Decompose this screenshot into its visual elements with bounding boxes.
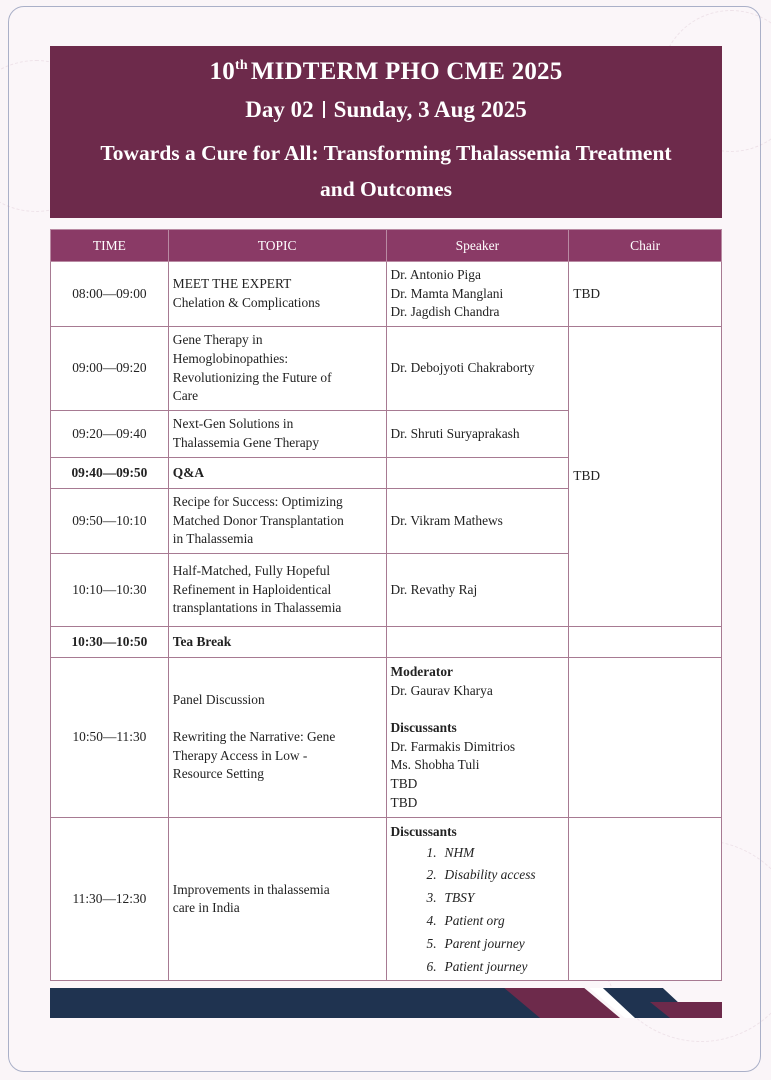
session-speaker — [386, 458, 569, 489]
session-speaker — [386, 411, 569, 458]
session-speaker — [386, 262, 569, 327]
topic-line: Next-Gen Solutions in — [172, 416, 294, 432]
session-topic — [168, 262, 386, 327]
session-chair — [569, 818, 722, 981]
discussants-label: Discussants — [390, 720, 457, 736]
title-ordinal: 10 — [209, 58, 235, 85]
table-row — [51, 658, 722, 818]
session-speaker — [386, 489, 569, 554]
session-speaker — [386, 554, 569, 627]
table-row — [51, 262, 722, 327]
session-topic — [168, 489, 386, 554]
day-line — [50, 97, 722, 123]
moderator-label: Moderator — [390, 664, 453, 679]
topic-line: Care — [172, 388, 199, 404]
session-time: 09:40—09:50 — [51, 458, 169, 489]
session-topic — [168, 818, 386, 981]
column-header-speaker: Speaker — [386, 230, 569, 262]
speaker-name: Dr. Vikram Mathews — [390, 512, 503, 528]
topic-line: Half-Matched, Fully Hopeful — [172, 563, 331, 579]
table-row — [51, 818, 722, 981]
topic-line: Recipe for Success: Optimizing — [172, 494, 343, 510]
table-row — [51, 627, 722, 658]
topic-line: Panel Discussion — [172, 692, 265, 708]
list-text: Disability access — [444, 867, 536, 883]
topic-line: Improvements in thalassemia — [172, 881, 330, 897]
session-speaker — [386, 627, 569, 658]
moderator-name: Dr. Gaurav Kharya — [390, 682, 493, 698]
list-item — [391, 842, 565, 865]
theme-line-1: Towards a Cure for All: Transforming Thalassemia Treatment — [100, 141, 672, 165]
title-ordinal-suffix: th — [234, 58, 248, 73]
discussant-name: Ms. Shobha Tuli — [390, 757, 480, 773]
session-time: 08:00—09:00 — [51, 262, 169, 327]
column-header-time: TIME — [51, 230, 169, 262]
session-topic — [168, 554, 386, 627]
schedule-table — [50, 229, 722, 981]
topic-line: transplantations in Thalassemia — [172, 600, 342, 616]
session-time: 10:50—11:30 — [51, 658, 169, 818]
speaker-name: Dr. Debojyoti Chakraborty — [390, 360, 535, 376]
list-number: 5. — [426, 935, 437, 951]
column-header-chair: Chair — [569, 230, 722, 262]
session-time: 11:30—12:30 — [51, 818, 169, 981]
topic-line: Revolutionizing the Future of — [172, 369, 332, 385]
session-chair — [569, 627, 722, 658]
session-topic: Q&A — [168, 458, 386, 489]
table-row — [51, 327, 722, 411]
topic-line: Matched Donor Transplantation — [172, 512, 344, 528]
list-number: 2. — [426, 867, 437, 883]
event-title — [50, 58, 722, 86]
session-topic — [168, 658, 386, 818]
list-text: Patient org — [444, 912, 505, 928]
speaker-name: Dr. Antonio Piga — [390, 267, 481, 283]
discussants-list — [391, 842, 565, 979]
list-number: 3. — [426, 890, 437, 906]
topic-line: Hemoglobinopathies: — [172, 350, 289, 366]
session-topic: Tea Break — [168, 627, 386, 658]
theme-line-2: and Outcomes — [320, 177, 452, 201]
session-chair — [569, 658, 722, 818]
session-speaker — [386, 818, 569, 981]
day-separator — [323, 101, 325, 118]
column-header-topic: TOPIC — [168, 230, 386, 262]
topic-line: in Thalassemia — [172, 531, 254, 547]
list-text: Patient journey — [444, 958, 528, 974]
table-header-row — [51, 230, 722, 262]
event-header — [50, 46, 722, 218]
session-time: 09:00—09:20 — [51, 327, 169, 411]
session-chair-merged: TBD — [569, 327, 722, 627]
list-item — [391, 933, 565, 956]
topic-line: care in India — [172, 900, 240, 916]
footer-navy-band — [50, 988, 550, 1018]
session-speaker — [386, 327, 569, 411]
date-label: Sunday, 3 Aug 2025 — [333, 97, 527, 122]
speaker-name: Dr. Revathy Raj — [390, 581, 478, 597]
topic-line: Resource Setting — [172, 766, 264, 782]
list-text: TBSY — [444, 890, 475, 906]
topic-line: Rewriting the Narrative: Gene — [172, 728, 336, 744]
session-time: 09:50—10:10 — [51, 489, 169, 554]
footer-decorative-band — [50, 988, 722, 1018]
topic-line: Chelation & Complications — [172, 295, 321, 310]
discussants-label: Discussants — [390, 824, 457, 839]
session-topic — [168, 327, 386, 411]
title-text: MIDTERM PHO CME 2025 — [250, 58, 563, 85]
list-number: 4. — [426, 912, 437, 928]
speaker-name: Dr. Mamta Manglani — [390, 285, 504, 301]
speaker-name: Dr. Jagdish Chandra — [390, 304, 500, 320]
topic-line: Therapy Access in Low - — [172, 747, 308, 763]
discussant-name: Dr. Farmakis Dimitrios — [390, 738, 516, 754]
discussant-name: TBD — [390, 794, 418, 810]
session-topic — [168, 411, 386, 458]
discussant-name: TBD — [390, 775, 418, 791]
topic-line: MEET THE EXPERT — [172, 276, 292, 292]
session-time: 10:30—10:50 — [51, 627, 169, 658]
session-chair: TBD — [569, 262, 722, 327]
list-item — [391, 864, 565, 887]
list-text: NHM — [444, 844, 475, 860]
speaker-name: Dr. Shruti Suryaprakash — [390, 425, 520, 441]
list-item — [391, 887, 565, 910]
session-time: 10:10—10:30 — [51, 554, 169, 627]
list-number: 6. — [426, 958, 437, 974]
day-label: Day 02 — [245, 97, 314, 122]
session-speaker — [386, 658, 569, 818]
topic-line: Gene Therapy in — [172, 332, 263, 348]
topic-line: Thalassemia Gene Therapy — [172, 435, 320, 450]
list-text: Parent journey — [444, 935, 525, 951]
list-item — [391, 956, 565, 979]
topic-line: Refinement in Haploidentical — [172, 581, 332, 597]
list-number: 1. — [426, 844, 437, 860]
list-item — [391, 910, 565, 933]
session-time: 09:20—09:40 — [51, 411, 169, 458]
event-theme — [50, 135, 722, 207]
